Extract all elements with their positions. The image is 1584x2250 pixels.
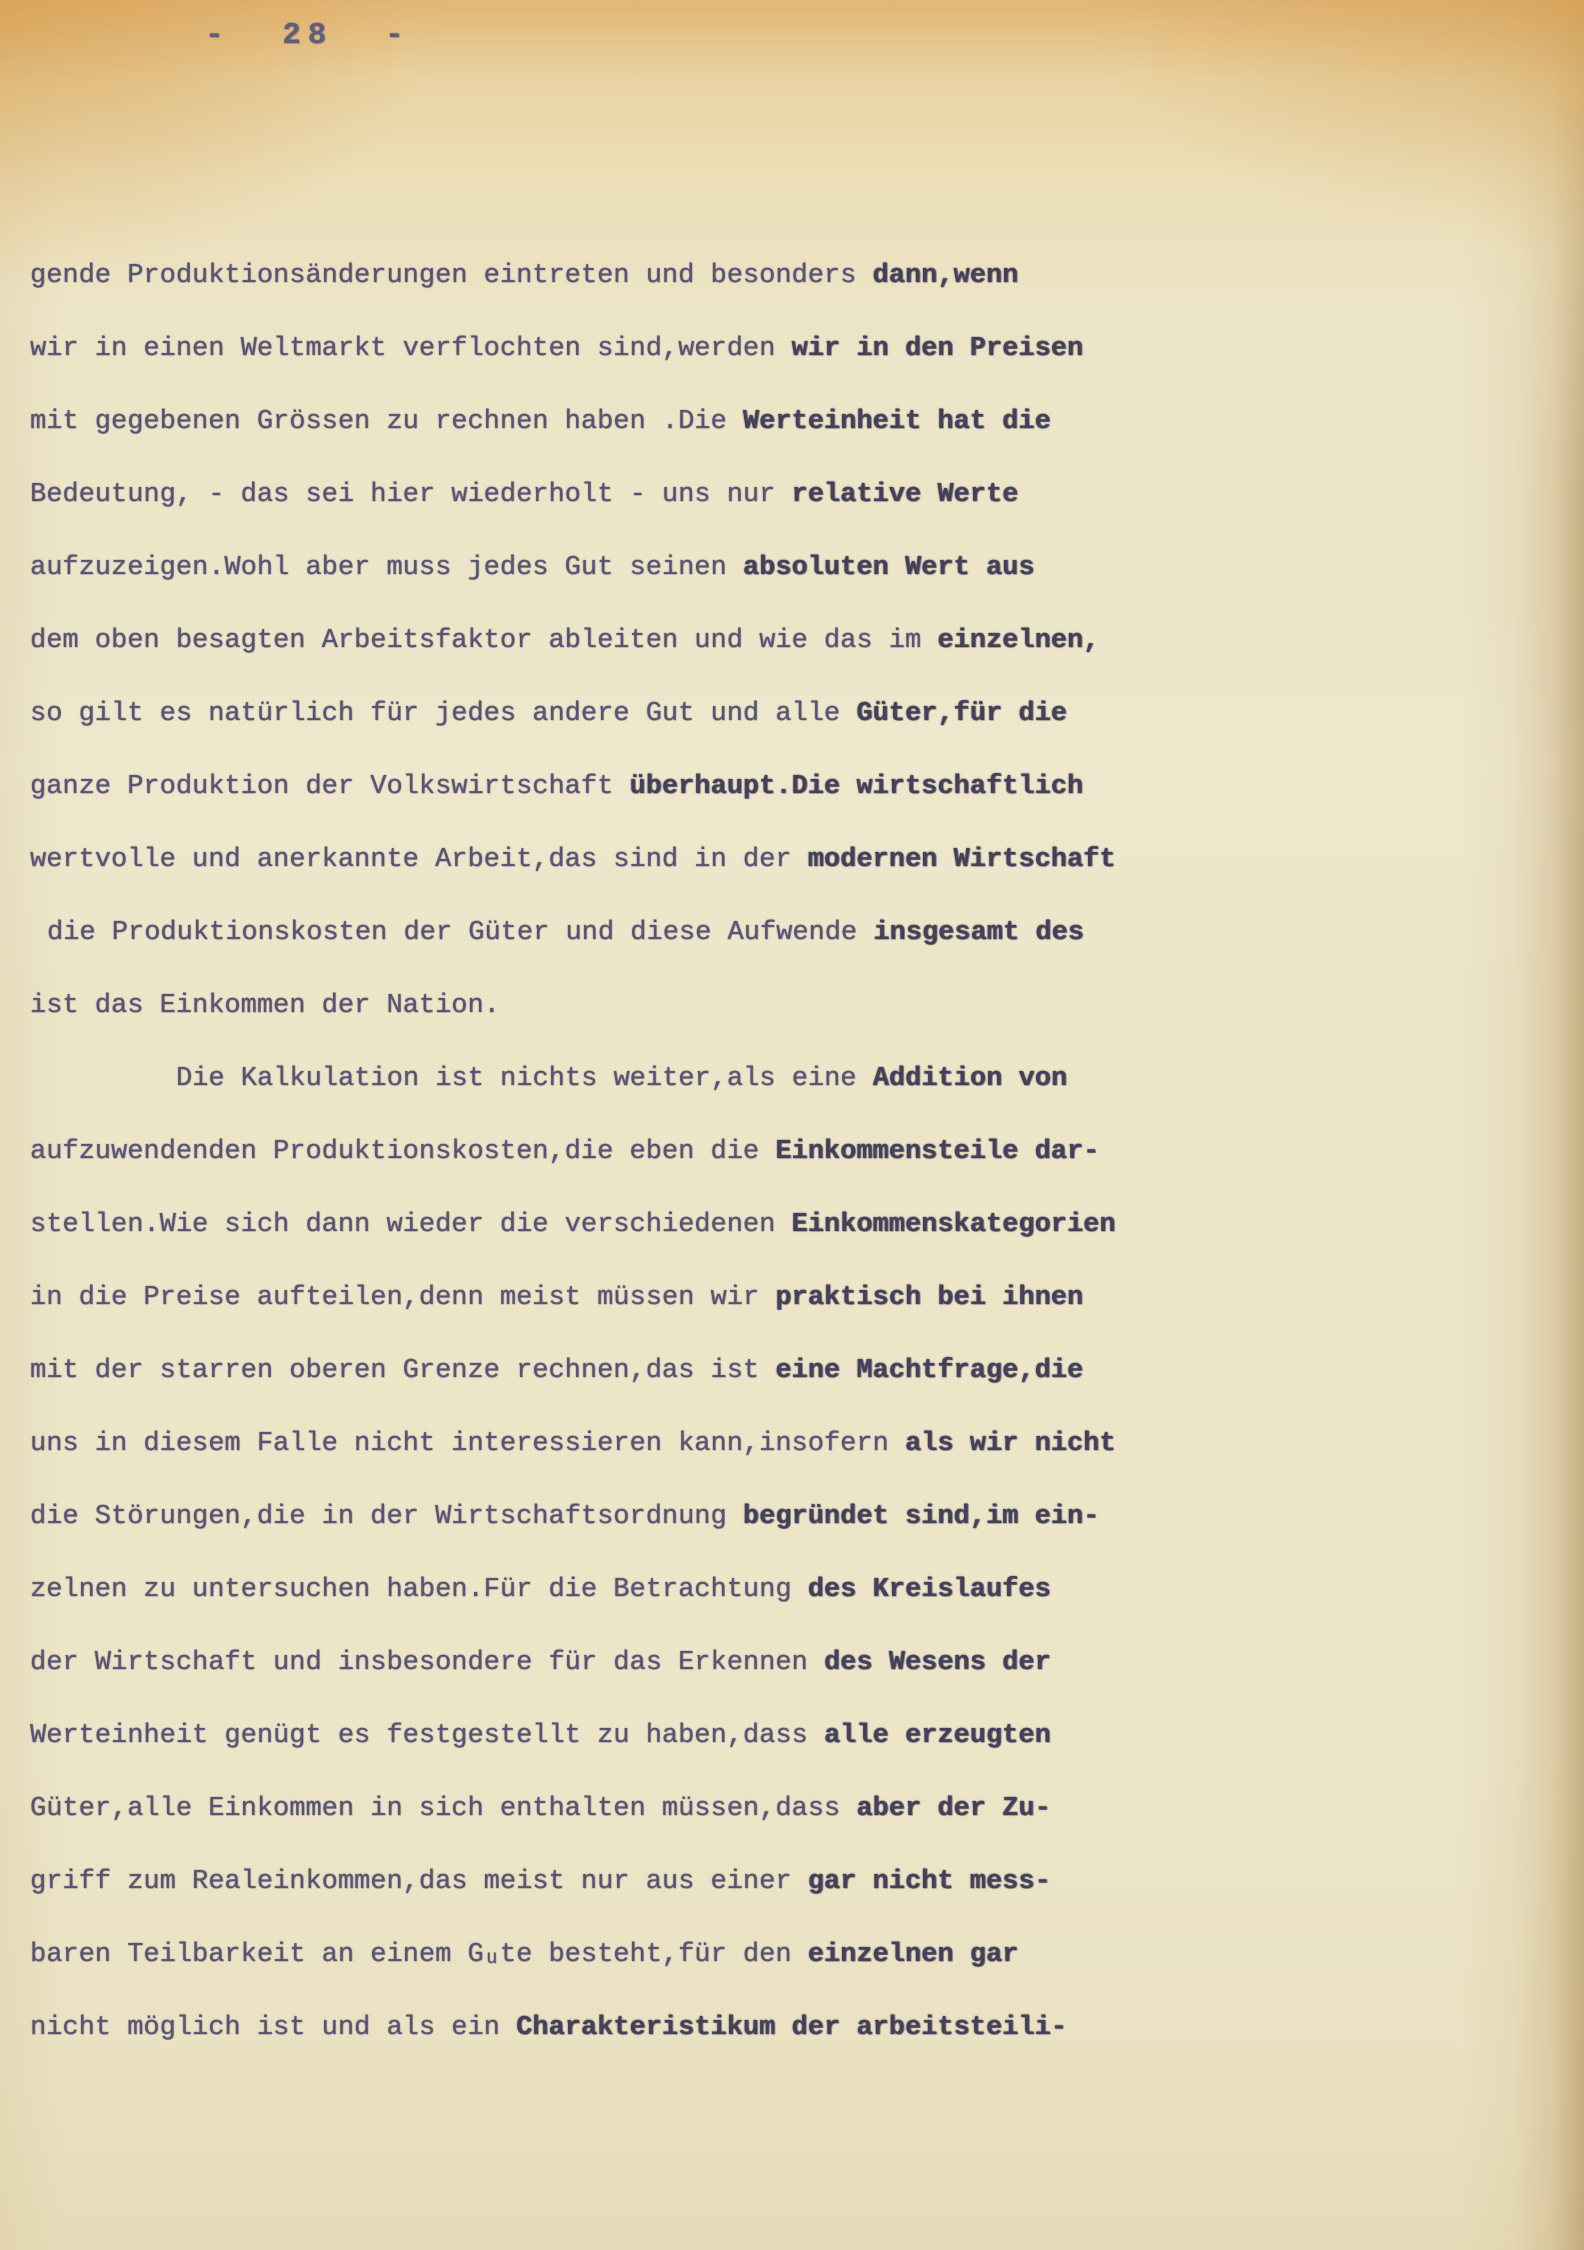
text-segment-emphasized: Einkommensteile dar- [775, 1137, 1100, 1167]
text-segment: so gilt es natürlich für jedes andere Gut und alle [30, 699, 857, 729]
text-segment-emphasized: des Kreislaufes [807, 1575, 1051, 1605]
text-segment: Güter,alle Einkommen in sich enthalten müssen,dass [30, 1794, 857, 1824]
text-segment-emphasized: überhaupt.Die wirtschaftlich [629, 772, 1084, 802]
text-line [30, 313, 1210, 386]
text-segment: stellen.Wie sich dann wieder die verschiedenen [30, 1210, 792, 1240]
text-line [30, 605, 1210, 678]
text-line [30, 1919, 1210, 1992]
text-segment-emphasized: gar nicht mess- [807, 1867, 1051, 1897]
text-segment-emphasized: Einkommenskategorien [791, 1210, 1116, 1240]
text-segment: ganze Produktion der Volkswirtschaft [30, 772, 630, 802]
text-segment: zelnen zu untersuchen haben.Für die Betrachtung [30, 1575, 808, 1605]
text-segment: wertvolle und anerkannte Arbeit,das sind in der [30, 845, 808, 875]
text-line [30, 240, 1210, 313]
text-segment: aufzuwendenden Produktionskosten,die eben die [30, 1137, 776, 1167]
text-line [30, 1846, 1210, 1919]
text-segment-emphasized: praktisch bei ihnen [775, 1283, 1084, 1313]
text-line [30, 1335, 1210, 1408]
text-segment: die Störungen,die in der Wirtschaftsordnung [30, 1502, 743, 1532]
text-segment: der Wirtschaft und insbesondere für das Erkennen [30, 1648, 824, 1678]
text-segment: dem oben besagten Arbeitsfaktor ableiten und wie das im [30, 626, 938, 656]
text-segment-emphasized: Werteinheit hat die [742, 407, 1051, 437]
text-line [30, 1116, 1210, 1189]
text-segment-emphasized: insgesamt des [873, 918, 1084, 948]
text-segment: ist das Einkommen der Nation. [30, 991, 500, 1021]
text-line [30, 970, 1210, 1043]
text-segment-emphasized: begründet sind,im ein- [742, 1502, 1100, 1532]
text-line [30, 1627, 1210, 1700]
text-segment: Werteinheit genügt es festgestellt zu haben,dass [30, 1721, 824, 1751]
text-segment-emphasized: absoluten Wert aus [742, 553, 1035, 583]
text-line [30, 532, 1210, 605]
text-segment-emphasized: alle erzeugten [823, 1721, 1051, 1751]
text-line [30, 1408, 1210, 1481]
text-segment-emphasized: Addition von [872, 1064, 1068, 1094]
text-line [30, 386, 1210, 459]
text-line [30, 1481, 1210, 1554]
text-block [30, 240, 1210, 2065]
text-segment-emphasized: aber der Zu- [856, 1794, 1051, 1824]
text-line [30, 1189, 1210, 1262]
text-line [30, 751, 1210, 824]
text-segment: Die Kalkulation ist nichts weiter,als eine [176, 1064, 873, 1094]
text-line [30, 1700, 1210, 1773]
text-line [30, 459, 1210, 532]
text-segment-emphasized: dann,wenn [872, 261, 1019, 291]
text-segment-emphasized: einzelnen gar [807, 1940, 1019, 1970]
text-line [30, 1262, 1210, 1335]
page-number: - 28 - [205, 18, 411, 53]
text-line [30, 1992, 1210, 2065]
text-segment: in die Preise aufteilen,denn meist müssen wir [30, 1283, 776, 1313]
text-line [30, 1043, 1210, 1116]
text-segment-emphasized: relative Werte [791, 480, 1019, 510]
text-segment-emphasized: Charakteristikum der arbeitsteili- [516, 2013, 1067, 2043]
text-line [30, 1554, 1210, 1627]
text-line [30, 824, 1210, 897]
text-segment: gende Produktionsänderungen eintreten und besonders [30, 261, 873, 291]
text-segment: wir in einen Weltmarkt verflochten sind,werden [30, 334, 792, 364]
text-segment-emphasized: des Wesens der [823, 1648, 1051, 1678]
text-segment: baren Teilbarkeit an einem Gᵤte besteht,für den [30, 1940, 808, 1970]
text-segment-emphasized: als wir nicht [904, 1429, 1116, 1459]
text-segment-emphasized: Güter,für die [856, 699, 1067, 729]
text-segment: aufzuzeigen.Wohl aber muss jedes Gut seinen [30, 553, 743, 583]
text-line [30, 678, 1210, 751]
text-segment: mit der starren oberen Grenze rechnen,das ist [30, 1356, 776, 1386]
text-segment: uns in diesem Falle nicht interessieren kann,insofern [30, 1429, 905, 1459]
text-segment-emphasized: einzelnen, [937, 626, 1100, 656]
text-segment: mit gegebenen Grössen zu rechnen haben .Die [30, 407, 743, 437]
text-segment: die Produktionskosten der Güter und diese Aufwende [47, 918, 874, 948]
text-segment-emphasized: wir in den Preisen [791, 334, 1084, 364]
text-line [30, 897, 1210, 970]
text-segment-emphasized: modernen Wirtschaft [807, 845, 1116, 875]
text-segment-emphasized: eine Machtfrage,die [775, 1356, 1084, 1386]
text-segment: nicht möglich ist und als ein [30, 2013, 517, 2043]
text-line [30, 1773, 1210, 1846]
text-segment: griff zum Realeinkommen,das meist nur aus einer [30, 1867, 808, 1897]
text-segment: Bedeutung, - das sei hier wiederholt - uns nur [30, 480, 792, 510]
